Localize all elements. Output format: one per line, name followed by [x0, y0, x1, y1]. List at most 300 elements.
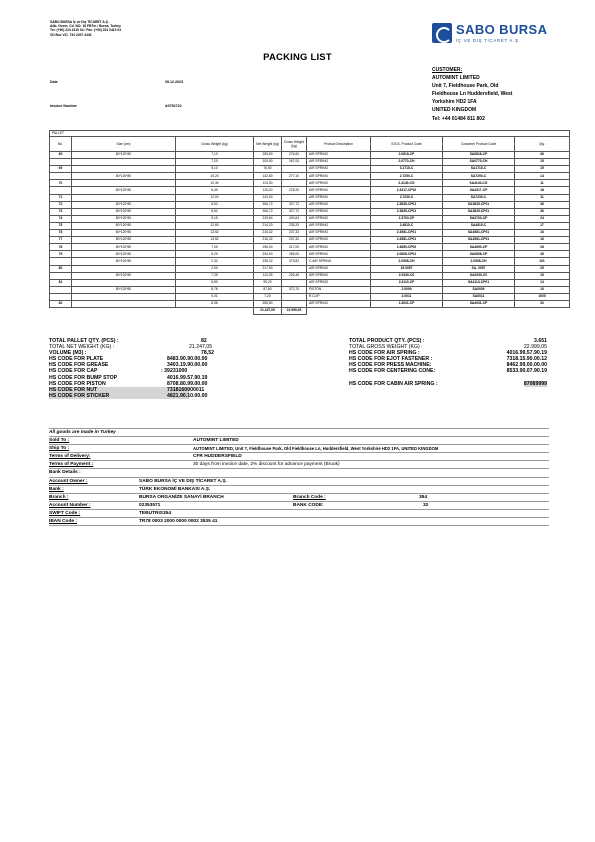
cell-sbs-code: 2.0808-CP01: [371, 251, 443, 258]
cell-sbs-code: 3.1715-C: [371, 166, 443, 173]
cell-gross-weight-each: 0,01: [176, 293, 254, 300]
cell-qty: 14: [515, 279, 570, 286]
cell-qty: 28: [515, 244, 570, 251]
document-title: PACKING LIST: [263, 52, 332, 63]
cell-pallet-no: 77: [50, 237, 72, 244]
cell-gross-weight-each: 7,10: [176, 152, 254, 159]
cell-size: 80*120*80: [72, 237, 176, 244]
cell-size: [72, 166, 176, 173]
cell-sbs-code: 2.0770-CH: [371, 159, 443, 166]
hs-grease-value: 3403.19.90.00.00: [167, 362, 208, 369]
sold-to-value: AUTOMINT LIMITED: [193, 438, 239, 444]
cell-net-weight: 143,00: [254, 194, 282, 201]
table-row: [50, 237, 570, 244]
header-customer-code: Customer Product Code: [443, 137, 515, 152]
hs-centering-value: 8533.90.07.90.19: [506, 368, 547, 375]
cell-description: AIR SPRING: [307, 152, 371, 159]
table-row: [50, 208, 570, 215]
cell-sbs-code: 2.0330-C0: [371, 272, 443, 279]
cell-pallet-no: 69: [50, 166, 72, 173]
bank-code-value: 32: [423, 502, 429, 508]
table-row: [50, 230, 570, 237]
customer-line: AUTOMINT LIMITED: [432, 75, 480, 82]
total-gross-cell: 22.999,05: [282, 308, 307, 315]
ship-to-label: Ship To :: [49, 446, 70, 452]
cell-sbs-code: 2.4581-CP01: [371, 237, 443, 244]
cell-gross-weight: 235,20: [282, 222, 307, 229]
cell-gross-weight-each: 8,76: [176, 286, 254, 293]
cell-sbs-code: 2.4317-CP10: [371, 187, 443, 194]
hs-bump-stop-value: 4016.99.57.90.19: [167, 374, 208, 381]
cell-size: 80*120*80: [72, 215, 176, 222]
cell-gross-weight: [282, 180, 307, 187]
cell-size: 80*120*80: [72, 222, 176, 229]
cell-net-weight: 216,32: [254, 230, 282, 237]
cell-sbs-code: 19.0057: [371, 265, 443, 272]
cell-qty: 45: [515, 251, 570, 258]
cell-net-weight: 142,80: [254, 173, 282, 180]
cell-sbs-code: 2.0009: [371, 286, 443, 293]
table-row: [50, 215, 570, 222]
cell-pallet-no: 75: [50, 222, 72, 229]
cell-description: AIR SPRING: [307, 173, 371, 180]
cell-qty: 15: [515, 159, 570, 166]
cell-gross-weight-each: 10,20: [176, 173, 254, 180]
cell-gross-weight: [282, 194, 307, 201]
total-net-value: 21.247,05: [189, 344, 213, 351]
table-row: [50, 152, 570, 159]
table-row: [50, 286, 570, 293]
cell-qty: 18: [515, 187, 570, 194]
cell-net-weight: 256,80: [254, 300, 282, 307]
customer-block: [432, 66, 512, 123]
cell-customer-code: SA0770-CH: [443, 159, 515, 166]
cell-gross-weight-each: 8,52: [176, 201, 254, 208]
hs-piston-value: 8708.80.99.00.00: [167, 380, 208, 387]
cell-pallet-no: 80: [50, 265, 72, 272]
cell-gross-weight-each: 5,20: [176, 251, 254, 258]
cell-qty: 24: [515, 215, 570, 222]
cell-qty: 36: [515, 152, 570, 159]
cell-customer-code: SA4031-CP: [443, 300, 515, 307]
cell-sbs-code: 2.4815-C: [371, 222, 443, 229]
cell-gross-weight-each: 6,40: [176, 187, 254, 194]
total-gross-label: TOTAL GROSS WEIGHT (KG) :: [349, 344, 423, 351]
table-row: [50, 279, 570, 286]
total-net-label: TOTAL NET WEIGHT (KG) :: [49, 344, 115, 351]
company-address: Adb. Gvcm. Cd. NO: 18 FBTm / Bursa, Turkey: [50, 24, 121, 29]
total-pallet-label: TOTAL PALLET QTY. (PCS) :: [49, 338, 119, 344]
cell-net-weight: 109,50: [254, 159, 282, 166]
cell-size: 80*120*80: [72, 201, 176, 208]
cell-customer-code: SA0818-CP: [443, 152, 515, 159]
cell-gross-weight-each: 12,00: [176, 194, 254, 201]
header-no: No.: [50, 137, 72, 152]
hs-press-value: 8462.99.00.00.00: [506, 362, 547, 369]
table-total-row: [50, 308, 570, 315]
cell-gross-weight-each: 7,35: [176, 272, 254, 279]
table-row: [50, 272, 570, 279]
delivery-terms-value: CFR HUDDERSFIELD: [193, 454, 242, 460]
bank-code-label: BANK CODE:: [293, 502, 324, 508]
cell-gross-weight: 327,72: [282, 208, 307, 215]
payment-terms-label: Terms of Payment :: [49, 462, 94, 468]
cell-qty: 10: [515, 286, 570, 293]
cell-gross-weight: 277,10: [282, 173, 307, 180]
hs-piston-label: HS CODE FOR PISTON: [49, 380, 106, 387]
cell-size: 80*120*80: [72, 208, 176, 215]
cell-customer-code: SA0011: [443, 293, 515, 300]
cell-size: 80*120*80: [72, 244, 176, 251]
cell-sbs-code: 2.4031-CP: [371, 300, 443, 307]
cell-qty: 30: [515, 300, 570, 307]
iban-value: TR78 0003 2000 0000 0002 3535 41: [139, 519, 218, 525]
cell-sbs-code: 2.0818-CP: [371, 152, 443, 159]
cell-qty: 36: [515, 201, 570, 208]
cell-net-weight: 196,00: [254, 244, 282, 251]
logo-subtext: İÇ VE DIŞ TİCARET A.Ş.: [456, 38, 521, 43]
account-owner-label: Account Owner :: [49, 478, 88, 484]
cell-description: AIR SPRING: [307, 230, 371, 237]
cell-sbs-code: 2.4850-CP00: [371, 244, 443, 251]
cell-size: [72, 194, 176, 201]
hs-cap-value: : 39231000: [161, 368, 188, 375]
cell-size: [72, 293, 176, 300]
cell-size: 80*120*80: [72, 187, 176, 194]
cell-gross-weight: 327,72: [282, 201, 307, 208]
cell-size: 80*120*80: [72, 251, 176, 258]
cell-description: PISTON: [307, 286, 371, 293]
table-row: [50, 173, 570, 180]
cell-size: 80*120*80: [72, 258, 176, 265]
cell-pallet-no: [50, 258, 72, 265]
hs-ejot-label: HS CODE FOR EJOT FASTENER :: [349, 356, 433, 363]
date-label: Date: [50, 80, 58, 84]
cell-gross-weight-each: 8,52: [176, 208, 254, 215]
table-header-row: [50, 137, 570, 152]
cell-net-weight: 7,20: [254, 293, 282, 300]
cell-net-weight: 214,20: [254, 222, 282, 229]
cell-qty: 16: [515, 230, 570, 237]
cell-description: AIR SPRING: [307, 279, 371, 286]
total-product-label: TOTAL PRODUCT QTY. (PCS) :: [349, 338, 425, 344]
cell-description: AIR SPRING: [307, 194, 371, 201]
customer-line: Tel: +44 01484 811 802: [432, 115, 485, 122]
customer-label: CUSTOMER:: [432, 67, 463, 73]
table-row: [50, 201, 570, 208]
cell-gross-weight: 255,00: [282, 251, 307, 258]
cell-size: 80*120*80: [72, 230, 176, 237]
cell-customer-code: 2.0508-CH: [443, 258, 515, 265]
cell-description: AIR SPRING: [307, 237, 371, 244]
hs-sticker-label: HS CODE FOR STICKER: [49, 392, 110, 399]
cell-sbs-code: 2.7250-C: [371, 173, 443, 180]
table-row: [50, 187, 570, 194]
table-row: [50, 180, 570, 187]
cell-net-weight: 219,64: [254, 215, 282, 222]
swift-label: SWIFT Code :: [49, 510, 81, 516]
table-body: [50, 152, 570, 308]
cell-gross-weight-each: 5,10: [176, 166, 254, 173]
cell-net-weight: 216,32: [254, 237, 282, 244]
cell-customer-code: SA4815-C: [443, 222, 515, 229]
cell-customer-code: SA4581-CP01: [443, 230, 515, 237]
cell-sbs-code: 2.0508-CH: [371, 258, 443, 265]
cell-pallet-no: [50, 286, 72, 293]
cell-pallet-no: 76: [50, 230, 72, 237]
cell-gross-weight-each: 2,90: [176, 265, 254, 272]
hs-cap-label: HS CODE FOR CAP: [49, 368, 98, 375]
cell-size: [72, 265, 176, 272]
total-product-value: 3.651: [534, 338, 547, 344]
cell-gross-weight: 226,45: [282, 272, 307, 279]
cell-qty: 11: [515, 180, 570, 187]
cell-description: AIR SPRING: [307, 251, 371, 258]
cell-pallet-no: 82: [50, 300, 72, 307]
cell-qty: 1000: [515, 293, 570, 300]
cell-description: AIR SPRING: [307, 180, 371, 187]
cell-net-weight: 235,32: [254, 258, 282, 265]
cell-gross-weight: 373,82: [282, 258, 307, 265]
volume-label: VOLUME (M3) :: [49, 350, 87, 357]
cell-customer-code: SA4317-CP: [443, 187, 515, 194]
table-row: [50, 293, 570, 300]
cell-qty: 25: [515, 265, 570, 272]
table-row: [50, 194, 570, 201]
cell-description: AIR SPRING: [307, 300, 371, 307]
cell-sbs-code: 2.3835-CP01: [371, 201, 443, 208]
branch-value: BURSA ORGANİZE SANAYİ BRANCH: [139, 494, 224, 500]
cell-pallet-no: [50, 159, 72, 166]
table-row: [50, 244, 570, 251]
cell-description: AIR SPRING: [307, 244, 371, 251]
cell-net-weight: 255,60: [254, 152, 282, 159]
cell-net-weight: 306,72: [254, 208, 282, 215]
header-size: Size (cm): [72, 137, 176, 152]
volume-value: 78,52: [201, 350, 214, 357]
cell-gross-weight: 276,60: [282, 152, 307, 159]
cell-pallet-no: 74: [50, 215, 72, 222]
account-number-label: Account Number :: [49, 502, 91, 508]
cell-customer-code: SA4581-CP01: [443, 237, 515, 244]
cell-gross-weight-each: 13,52: [176, 237, 254, 244]
branch-code-label: Branch Code :: [293, 494, 326, 500]
hs-grease-label: HS CODE FOR GREASE: [49, 362, 109, 369]
invoice-value: A0752722: [165, 104, 182, 108]
cell-gross-weight-each: 2,32: [176, 258, 254, 265]
cell-qty: 14: [515, 173, 570, 180]
cell-qty: 11: [515, 194, 570, 201]
sold-to-label: Sold To :: [49, 438, 70, 444]
logo-mark-icon: [432, 23, 452, 43]
cell-gross-weight-each: 13,52: [176, 230, 254, 237]
table-row: [50, 258, 570, 265]
cell-net-weight: 110,25: [254, 272, 282, 279]
hs-cabin-value: 87089999: [523, 380, 547, 387]
customer-line: Yorkshire HD2 1FA: [432, 99, 477, 106]
cell-qty: 101: [515, 258, 570, 265]
cell-pallet-no: [50, 293, 72, 300]
logo-text: SABO BURSA: [456, 22, 548, 37]
cell-sbs-code: 2.3835-CP01: [371, 208, 443, 215]
cell-qty: 15: [515, 272, 570, 279]
cell-sbs-code: 2.4581-CP01: [371, 230, 443, 237]
iban-label: IBAN Code :: [49, 519, 77, 525]
cell-customer-code: SA0009: [443, 286, 515, 293]
company-name: SABO BURSA İç ve Dış TİCARET A.Ş.: [50, 20, 109, 24]
hs-nut-label: HS CODE FOR NUT: [49, 386, 98, 393]
cell-sbs-code: 2.4140-CG: [371, 180, 443, 187]
terms-block: [49, 428, 549, 526]
table-row: [50, 265, 570, 272]
cell-qty: 17: [515, 222, 570, 229]
company-phone: Tel: (+90) 224 2410 04 / Fax: (+90) 224 2410 04: [50, 28, 122, 33]
header-qty: Qty.: [515, 137, 570, 152]
date-value: 05.12.2023: [165, 80, 183, 84]
cell-customer-code: SA4140-CG: [443, 180, 515, 187]
cell-size: 80*120*80: [72, 173, 176, 180]
cell-net-weight: 234,00: [254, 251, 282, 258]
account-number-value: 02353571: [139, 502, 161, 508]
cell-gross-weight: 237,32: [282, 237, 307, 244]
cell-description: AIR SPRING: [307, 265, 371, 272]
cell-description: AIR SPRING: [307, 166, 371, 173]
cell-customer-code: SA0330-C0: [443, 272, 515, 279]
cell-pallet-no: 78: [50, 244, 72, 251]
total-net-cell: 21.247,05: [254, 308, 282, 315]
header-gross-weight-each: Gross Weight (kg): [176, 137, 254, 152]
cell-sbs-code: 2.4113-CP: [371, 279, 443, 286]
invoice-label: Invoice Number: [50, 104, 77, 108]
table-row: [50, 251, 570, 258]
hs-nut-value: 7318160000011: [167, 386, 205, 393]
cell-pallet-no: 72: [50, 201, 72, 208]
customer-line: UNITED KINGDOM: [432, 107, 477, 114]
cell-size: [72, 180, 176, 187]
cell-pallet-no: 70: [50, 180, 72, 187]
hs-bump-stop-label: HS CODE FOR BUMP STOP: [49, 374, 118, 381]
cell-gross-weight: 240,64: [282, 215, 307, 222]
cell-gross-weight: 267,00: [282, 159, 307, 166]
cell-gross-weight-each: 8,56: [176, 300, 254, 307]
cell-gross-weight: [282, 300, 307, 307]
table-row: [50, 159, 570, 166]
ship-to-value: AUTOMINT LIMITED, Unit 7, Fieldhouse Park, Old Fieldhouse Ln, Huddersfield, West Yorkshire HD2 1FA, UNITED KINGDOM: [193, 446, 439, 452]
hs-sticker-value: 4821.90.10.00.00: [167, 392, 208, 399]
branch-code-value: 354: [419, 494, 428, 500]
cell-size: 80*120*80: [72, 272, 176, 279]
cell-customer-code: SA3703-CP: [443, 215, 515, 222]
table-row: [50, 166, 570, 173]
cell-net-weight: 115,20: [254, 187, 282, 194]
cell-description: AIR SPRING: [307, 159, 371, 166]
header-gross-weight: Gross Weight (kg): [282, 137, 307, 152]
hs-plate-label: HS CODE FOR PLATE: [49, 356, 104, 363]
cell-gross-weight-each: 12,60: [176, 222, 254, 229]
cell-customer-code: SA4850-CP: [443, 244, 515, 251]
cell-net-weight: 217,50: [254, 265, 282, 272]
company-info: [50, 20, 121, 37]
cell-description: AIR SPRING: [307, 201, 371, 208]
cell-gross-weight: [282, 293, 307, 300]
cell-pallet-no: 69: [50, 152, 72, 159]
cell-customer-code: SA0808-CP: [443, 251, 515, 258]
bank-value: TÜRK EKONOMİ BANKASI A.Ş.: [139, 486, 211, 492]
bank-label: Bank :: [49, 486, 64, 492]
company-tax: VD Bsv V.D. 734 2407 4443: [50, 32, 92, 37]
cell-gross-weight: 278,20: [282, 187, 307, 194]
hs-centering-label: HS CODE FOR CENTERING CONE:: [349, 368, 436, 375]
cell-customer-code: SA7250-C: [443, 173, 515, 180]
cell-pallet-no: 79: [50, 251, 72, 258]
header-sbs-code: S.B.S. Product Code: [371, 137, 443, 152]
cell-size: [72, 300, 176, 307]
cell-gross-weight-each: 9,15: [176, 215, 254, 222]
cell-description: C.AIR SPRING: [307, 258, 371, 265]
account-owner-value: SABO BURSA İÇ VE DIŞ TİCARET A.Ş.: [139, 478, 227, 484]
pallet-label: PALLET: [50, 131, 570, 137]
bank-details-label: Bank Details :: [49, 470, 81, 476]
table-row: [50, 300, 570, 307]
summary-block: [49, 338, 549, 399]
cell-sbs-code: 2.3703-CP: [371, 215, 443, 222]
cell-pallet-no: [50, 272, 72, 279]
cell-description: R.CLIP: [307, 293, 371, 300]
hs-press-label: HS CODE FOR PRESS MACHINE:: [349, 362, 432, 369]
cell-pallet-no: 81: [50, 279, 72, 286]
hs-air-spring-value: 4016.99.57.90.19: [506, 350, 547, 357]
total-gross-value: 22.999,05: [523, 344, 547, 351]
cell-description: AIR SPRING: [307, 272, 371, 279]
cell-description: AIR SPRING: [307, 222, 371, 229]
cell-customer-code: SA3835-CP01: [443, 208, 515, 215]
cell-pallet-no: [50, 187, 72, 194]
cell-gross-weight-each: 10,30: [176, 180, 254, 187]
cell-sbs-code: 2.0011: [371, 293, 443, 300]
cell-gross-weight-each: 6,80: [176, 279, 254, 286]
cell-gross-weight-each: 7,00: [176, 244, 254, 251]
cell-size: [72, 159, 176, 166]
cell-customer-code: SA7230-C: [443, 194, 515, 201]
packing-table: [49, 130, 570, 315]
cell-pallet-no: 71: [50, 194, 72, 201]
cell-customer-code: SA. 0057: [443, 265, 515, 272]
swift-value: TEBUTRIS354: [139, 510, 171, 516]
total-pallet-value: 82: [201, 338, 207, 344]
cell-description: AIR SPRING: [307, 208, 371, 215]
cell-description: AIR SPRING: [307, 215, 371, 222]
customer-line: Fieldhouse Ln Huddersfield, West: [432, 91, 513, 98]
cell-net-weight: 76,50: [254, 166, 282, 173]
cell-gross-weight-each: 7,20: [176, 159, 254, 166]
company-logo: [432, 23, 550, 47]
cell-net-weight: 306,72: [254, 201, 282, 208]
cell-customer-code: SA3835-CP01: [443, 201, 515, 208]
cell-description: AIR SPRING: [307, 187, 371, 194]
cell-gross-weight: 217,00: [282, 244, 307, 251]
payment-terms-value: 30 days from invoice date, 2% discount for advance payment (Bruok): [193, 462, 340, 468]
customer-line: Unit 7, Fieldhouse Park, Old: [432, 83, 499, 90]
header-product-description: Product Description: [307, 137, 371, 152]
cell-net-weight: 113,30: [254, 180, 282, 187]
cell-customer-code: SA4113-CP01: [443, 279, 515, 286]
cell-net-weight: 95,20: [254, 279, 282, 286]
hs-ejot-value: 7318.15.90.00.12: [506, 356, 547, 363]
hs-cabin-label: HS CODE FOR CABIN AIR SPRING :: [349, 380, 438, 387]
cell-size: 80*120*80: [72, 286, 176, 293]
cell-gross-weight: [282, 265, 307, 272]
origin-note: All goods are made in Turkey: [49, 430, 116, 435]
